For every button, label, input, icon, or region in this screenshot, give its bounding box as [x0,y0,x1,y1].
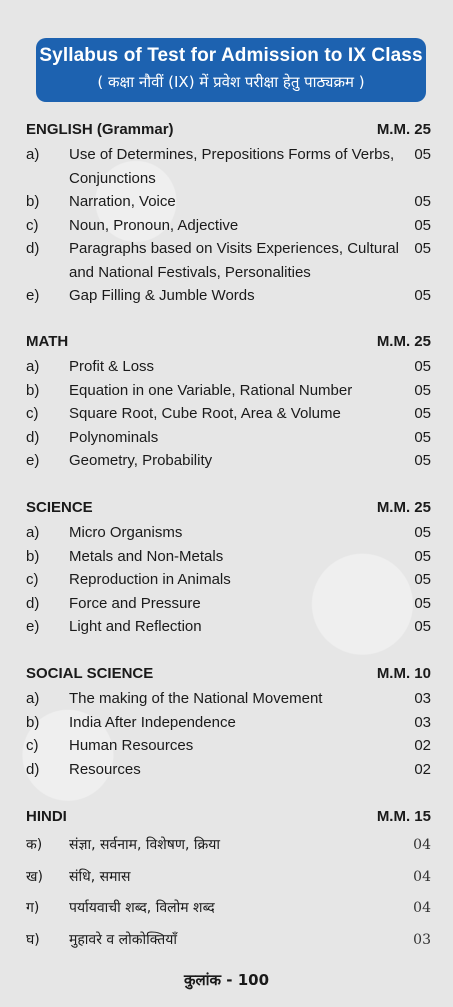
item-marks: 03 [414,713,431,731]
item-text: Equation in one Variable, Rational Number [69,381,353,399]
list-item [0,893,453,925]
section-english [0,121,453,308]
section-math [0,333,453,473]
section-max-marks: M.M. 25 [376,121,431,138]
section-name: HINDI [26,808,67,825]
item-marks: 05 [414,594,431,612]
item-marks: 05 [414,358,431,375]
item-marks: 05 [414,381,431,399]
section-name: MATH [26,333,69,350]
section-science [0,499,453,639]
item-marks: 05 [414,240,431,257]
item-marks: 05 [414,287,431,304]
item-label: ख) [26,868,43,885]
item-text: मुहावरे व लोकोक्तियाँ [69,931,177,948]
item-label: e) [26,618,40,635]
item-marks: 04 [413,837,431,853]
item-marks: 05 [414,524,431,541]
item-label: c) [26,216,39,234]
list-item [0,545,453,569]
item-label: b) [26,713,40,731]
list-item [0,568,453,592]
section-name: SCIENCE [26,499,93,516]
list-item [0,592,453,616]
list-item [0,521,453,545]
title-banner [36,38,426,102]
list-item [0,379,453,403]
item-marks: 02 [414,760,431,778]
list-item [0,237,453,284]
item-label: a) [26,690,40,707]
item-label: क) [26,837,43,853]
section-name: ENGLISH (Grammar) [26,121,174,138]
item-marks: 03 [414,690,431,707]
item-text: Resources [69,760,141,778]
item-label: b) [26,547,40,565]
item-text: India After Independence [69,713,236,731]
item-label: d) [26,240,40,257]
list-item [0,284,453,308]
item-label: c) [26,405,39,422]
item-label: b) [26,381,40,399]
item-text: Narration, Voice [69,193,176,210]
list-item [0,925,453,957]
banner-title: Syllabus of Test for Admission to IX Class [39,45,423,66]
item-text: Light and Reflection [69,618,202,635]
item-text: संधि, समास [69,868,131,885]
section-header [0,121,453,143]
item-marks: 05 [414,146,431,163]
item-text: Metals and Non-Metals [69,547,224,565]
section-max-marks: M.M. 10 [376,665,431,682]
list-item [0,426,453,450]
item-label: a) [26,524,40,541]
item-text: Reproduction in Animals [69,571,231,588]
item-marks: 03 [413,931,431,948]
item-label: c) [26,737,39,754]
item-text: Force and Pressure [69,594,201,612]
list-item [0,687,453,711]
section-header [0,333,453,355]
item-marks: 05 [414,547,431,565]
item-text: The making of the National Movement [69,690,323,707]
item-marks: 05 [414,618,431,635]
section-max-marks: M.M. 25 [376,499,431,516]
list-item [0,711,453,735]
list-item [0,830,453,862]
item-text: Geometry, Probability [69,452,213,469]
section-social-science [0,665,453,781]
list-item [0,758,453,782]
item-marks: 05 [414,405,431,422]
section-hindi [0,808,453,956]
item-marks: 04 [413,868,431,885]
item-label: b) [26,193,40,210]
list-item [0,402,453,426]
item-marks: 04 [413,900,431,916]
list-item [0,143,453,190]
item-marks: 05 [414,571,431,588]
section-header [0,665,453,687]
item-label: a) [26,358,40,375]
list-item [0,862,453,894]
item-text: पर्यायवाची शब्द, विलोम शब्द [69,900,215,916]
item-marks: 05 [414,452,431,469]
item-text: Use of Determines, Prepositions Forms of Verbs, Conjunctions [69,146,395,187]
item-text: Noun, Pronoun, Adjective [69,216,239,234]
item-label: घ) [26,931,40,948]
item-text: Micro Organisms [69,524,183,541]
item-label: d) [26,594,40,612]
item-text: Paragraphs based on Visits Experiences, Cultural and National Festivals, Personalities [69,240,399,281]
section-name: SOCIAL SCIENCE [26,665,154,682]
total-marks: कुलांक - 100 [183,971,270,989]
item-text: Gap Filling & Jumble Words [69,287,255,304]
banner-subtitle: ( कक्षा नौवीं (IX) में प्रवेश परीक्षा हेतु पाठ्यक्रम ) [97,73,365,91]
item-text: Square Root, Cube Root, Area & Volume [69,405,341,422]
item-label: d) [26,760,40,778]
item-text: Profit & Loss [69,358,155,375]
item-label: e) [26,452,40,469]
section-max-marks: M.M. 15 [376,808,431,825]
item-text: Human Resources [69,737,194,754]
list-item [0,449,453,473]
section-header [0,808,453,830]
item-label: e) [26,287,40,304]
item-label: c) [26,571,39,588]
section-max-marks: M.M. 25 [376,333,431,350]
list-item [0,214,453,238]
item-label: a) [26,146,40,163]
item-label: d) [26,428,40,446]
section-header [0,499,453,521]
item-marks: 05 [414,428,431,446]
item-marks: 05 [414,216,431,234]
list-item [0,615,453,639]
list-item [0,355,453,379]
list-item [0,190,453,214]
item-marks: 05 [414,193,431,210]
item-marks: 02 [414,737,431,754]
item-text: Polynominals [69,428,159,446]
list-item [0,734,453,758]
item-label: ग) [26,900,40,916]
item-text: संज्ञा, सर्वनाम, विशेषण, क्रिया [69,837,221,853]
